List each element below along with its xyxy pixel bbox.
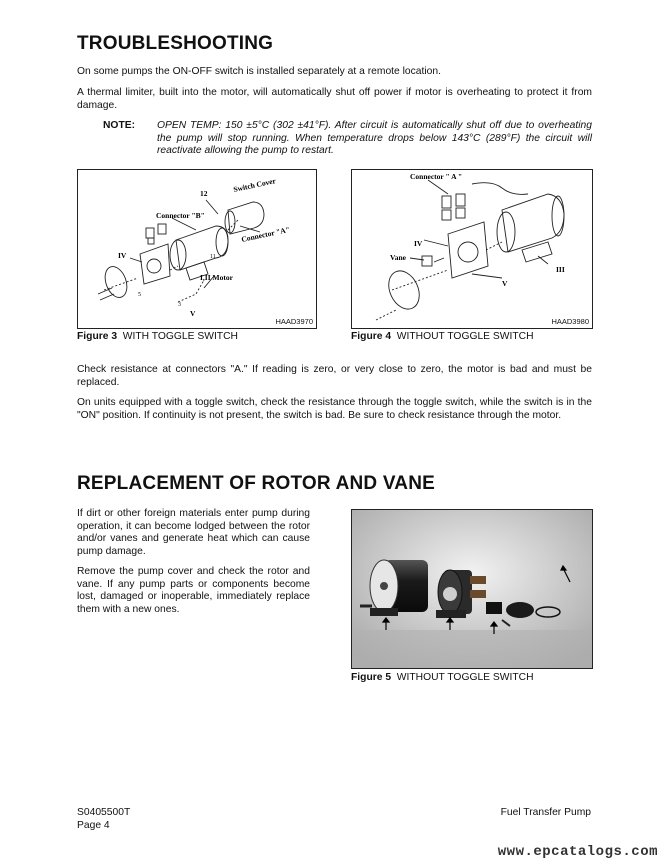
pump-parts-photo (352, 510, 592, 668)
figure-code: HAAD3970 (275, 317, 313, 326)
paragraph: Check resistance at connectors "A." If reading is zero, or very close to zero, the motor is bad and must be replaced. (77, 364, 592, 388)
fig3-callout-connector-b: Connector "B" (156, 211, 205, 220)
fig4-callout-iii: III (556, 265, 565, 274)
figure-label: Figure 4 (351, 331, 392, 342)
fig3-callout-5: 5 (138, 292, 141, 298)
figure-label: Figure 3 (77, 331, 118, 342)
figure-5-caption (351, 672, 534, 683)
fig4-callout-vane: Vane (390, 253, 406, 262)
section-title-troubleshooting: TROUBLESHOOTING (77, 33, 274, 54)
paragraph: On units equipped with a toggle switch, check the resistance through the toggle switch, while the switch is in the "ON" position. If continuity is not present, the switch is bad. Be sure to check resistance through the motor. (77, 397, 592, 421)
figure-caption-text: WITHOUT TOGGLE SWITCH (396, 331, 534, 342)
note-label: NOTE: (103, 120, 136, 131)
fig3-callout-iv: IV (118, 251, 127, 260)
paragraph: On some pumps the ON-OFF switch is installed separately at a remote location. (77, 66, 441, 77)
figure-5-photo (351, 509, 593, 669)
figure-4-caption (351, 331, 534, 342)
note-text: OPEN TEMP: 150 ±5°C (302 ±41°F). After circuit is automatically shut off due to overheating the pump will stop running. When temperature drops below 143°C (289°F) the circuit will reactivate allowing the pump to restart. (157, 120, 592, 157)
fig3-callout-connector-a: Connector "A" (240, 224, 291, 244)
figure-label: Figure 5 (351, 672, 392, 683)
fig4-callout-iv: IV (414, 239, 423, 248)
figure-4-diagram (351, 169, 593, 329)
section-title-replacement: REPLACEMENT OF ROTOR AND VANE (77, 473, 436, 494)
paragraph: Remove the pump cover and check the rotor and vane. If any pump parts or components become lost, damaged or inoperable, immediately replace them with a new ones. (77, 566, 310, 615)
fig3-callout-switch-cover: Switch Cover (232, 176, 277, 194)
watermark: www.epcatalogs.com (497, 844, 658, 860)
figure-3-caption (77, 331, 238, 342)
fig3-callout-3: 3 (178, 302, 181, 308)
paragraph: A thermal limiter, built into the motor, will automatically shut off power if motor is overheating to protect it from damage. (77, 87, 592, 111)
pump-exploded-view-without-switch (352, 170, 592, 328)
fig3-callout-v: V (190, 309, 196, 318)
footer-title: Fuel Transfer Pump (500, 807, 591, 818)
figure-caption-text: WITHOUT TOGGLE SWITCH (396, 672, 534, 683)
fig4-callout-connector-a: Connector " A " (410, 172, 463, 181)
pump-exploded-view-with-switch (78, 170, 316, 328)
figure-3-diagram (77, 169, 317, 329)
fig3-callout-12: 12 (200, 189, 208, 198)
fig4-callout-v: V (502, 279, 508, 288)
figure-caption-text: WITH TOGGLE SWITCH (122, 331, 238, 342)
fig3-callout-11: 11 (210, 254, 216, 260)
fig3-callout-motor: I,II Motor (200, 273, 233, 282)
paragraph: If dirt or other foreign materials enter pump during operation, it can become lodged between the rotor and/or vanes and generate heat which can cause pump damage. (77, 508, 310, 557)
footer-page-number: Page 4 (77, 820, 110, 831)
footer-doc-number: S0405500T (77, 807, 131, 818)
figure-code: HAAD3980 (551, 317, 589, 326)
